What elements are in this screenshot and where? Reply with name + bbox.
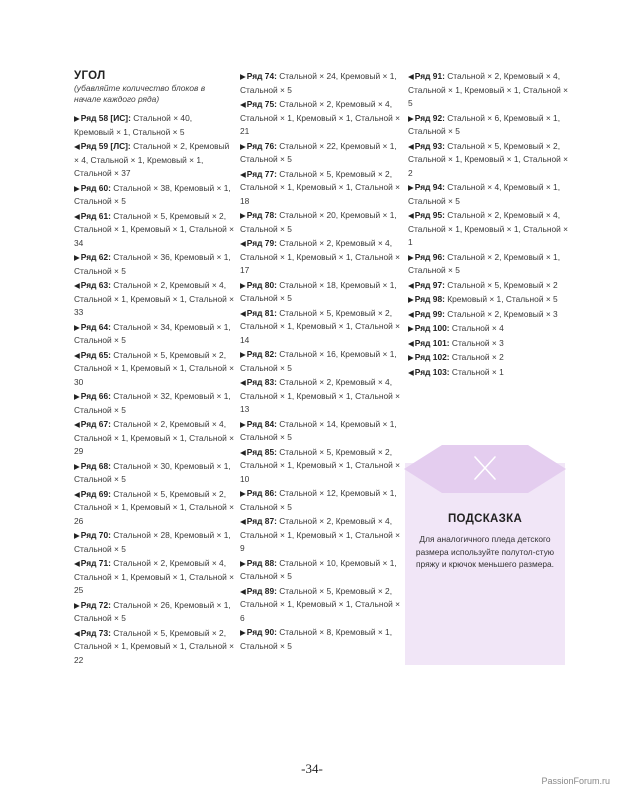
row-instruction bbox=[74, 627, 234, 668]
arrow-right-icon: ▶ bbox=[240, 558, 246, 568]
tip-box bbox=[405, 463, 565, 665]
row-instruction bbox=[74, 182, 234, 209]
row-text: Стальной × 5, Кремовый × 2, Стальной × 1, Кремовый × 1, Стальной × 22 bbox=[74, 627, 235, 665]
row-label: Ряд 100: bbox=[414, 323, 450, 333]
watermark: PassionForum.ru bbox=[541, 776, 610, 786]
row-text: Стальной × 5, Кремовый × 2, Стальной × 1, Кремовый × 1, Стальной × 10 bbox=[240, 446, 401, 484]
row-label: Ряд 71: bbox=[80, 558, 111, 568]
arrow-left-icon: ◀ bbox=[74, 559, 80, 568]
row-instruction bbox=[240, 140, 405, 167]
arrow-left-icon: ◀ bbox=[74, 281, 80, 290]
row-label: Ряд 94: bbox=[414, 182, 445, 192]
row-text: Стальной × 12, Кремовый × 1, Стальной × 5 bbox=[240, 488, 397, 512]
row-label: Ряд 96: bbox=[414, 251, 445, 262]
arrow-right-icon: ▶ bbox=[240, 141, 246, 151]
row-text: Стальной × 5, Кремовый × 2 bbox=[447, 279, 558, 290]
row-instruction bbox=[240, 279, 405, 306]
row-label: Ряд 79: bbox=[246, 238, 277, 248]
arrow-right-icon: ▶ bbox=[408, 183, 414, 192]
row-text: Стальной × 32, Кремовый × 1, Стальной × 5 bbox=[74, 391, 231, 415]
row-label: Ряд 68: bbox=[80, 460, 111, 471]
row-text: Стальной × 2, Кремовый × 4, Стальной × 1, Кремовый × 1, Стальной × 9 bbox=[240, 516, 401, 553]
arrow-left-icon: ◀ bbox=[408, 367, 414, 377]
arrow-left-icon: ◀ bbox=[240, 239, 246, 248]
row-text: Стальной × 22, Кремовый × 1, Стальной × 5 bbox=[240, 140, 397, 164]
row-text: Стальной × 8, Кремовый × 1, Стальной × 5 bbox=[240, 627, 393, 651]
row-label: Ряд 90: bbox=[246, 627, 277, 637]
row-text: Стальной × 38, Кремовый × 1, Стальной × 5 bbox=[74, 182, 231, 206]
row-instruction bbox=[408, 209, 573, 250]
row-label: Ряд 59 [ЛС]: bbox=[80, 141, 131, 151]
arrow-right-icon: ▶ bbox=[240, 350, 246, 359]
arrow-left-icon: ◀ bbox=[240, 308, 246, 318]
row-instruction bbox=[74, 488, 234, 529]
arrow-right-icon: ▶ bbox=[408, 324, 414, 333]
row-instruction bbox=[74, 321, 234, 348]
row-instruction bbox=[240, 70, 405, 97]
row-text: Стальной × 4, Кремовый × 1, Стальной × 5 bbox=[408, 182, 561, 206]
row-text: Стальной × 2, Кремовый × 4, Стальной × 1, Кремовый × 1, Стальной × 13 bbox=[240, 377, 401, 414]
row-label: Ряд 60: bbox=[80, 182, 111, 193]
row-text: Стальной × 40, Кремовый × 1, Стальной × 5 bbox=[74, 113, 193, 137]
row-label: Ряд 99: bbox=[414, 308, 445, 319]
row-instruction bbox=[408, 308, 573, 322]
row-label: Ряд 93: bbox=[414, 140, 445, 151]
arrow-right-icon: ▶ bbox=[74, 531, 80, 540]
arrow-right-icon: ▶ bbox=[240, 419, 246, 429]
row-label: Ряд 85: bbox=[246, 446, 277, 457]
arrow-right-icon: ▶ bbox=[74, 322, 80, 332]
section-subtitle: (убавляйте количество блоков в начале каждого ряда) bbox=[74, 83, 206, 104]
row-label: Ряд 65: bbox=[80, 349, 111, 360]
row-label: Ряд 102: bbox=[414, 352, 450, 362]
arrow-left-icon: ◀ bbox=[74, 420, 80, 429]
row-instruction bbox=[408, 140, 573, 181]
row-instruction bbox=[240, 557, 405, 584]
row-instruction bbox=[240, 515, 405, 556]
arrow-right-icon: ▶ bbox=[408, 295, 414, 304]
arrow-left-icon: ◀ bbox=[240, 100, 246, 109]
arrow-left-icon: ◀ bbox=[240, 378, 246, 387]
row-instruction bbox=[74, 279, 234, 320]
arrow-right-icon: ▶ bbox=[408, 353, 414, 362]
row-instruction bbox=[240, 348, 405, 375]
row-label: Ряд 103: bbox=[414, 366, 450, 377]
row-text: Стальной × 14, Кремовый × 1, Стальной × 5 bbox=[240, 418, 397, 442]
column-1 bbox=[74, 70, 234, 668]
row-instruction bbox=[408, 351, 573, 365]
row-instruction bbox=[408, 279, 573, 293]
row-label: Ряд 61: bbox=[80, 210, 111, 221]
row-instruction bbox=[408, 293, 573, 307]
row-instruction bbox=[240, 237, 405, 278]
row-text: Стальной × 2 bbox=[451, 352, 504, 362]
row-text: Стальной × 2, Кремовый × 4, Стальной × 1, Кремовый × 1, Стальной × 25 bbox=[74, 558, 235, 595]
row-text: Стальной × 5, Кремовый × 2, Стальной × 1, Кремовый × 1, Стальной × 18 bbox=[240, 168, 401, 206]
row-instruction bbox=[408, 337, 573, 351]
arrow-left-icon: ◀ bbox=[240, 586, 246, 596]
arrow-left-icon: ◀ bbox=[408, 338, 414, 348]
arrow-left-icon: ◀ bbox=[74, 628, 80, 638]
row-text: Стальной × 36, Кремовый × 1, Стальной × 5 bbox=[74, 252, 231, 276]
row-instruction bbox=[240, 168, 405, 209]
row-label: Ряд 77: bbox=[246, 168, 277, 179]
row-label: Ряд 73: bbox=[80, 627, 111, 638]
row-label: Ряд 88: bbox=[246, 557, 277, 568]
row-list bbox=[74, 112, 234, 667]
row-text: Стальной × 20, Кремовый × 1, Стальной × 5 bbox=[240, 210, 397, 234]
row-label: Ряд 80: bbox=[246, 279, 277, 290]
row-list bbox=[408, 70, 573, 379]
row-text: Стальной × 2, Кремовый × 4, Стальной × 1, Кремовый × 1, Стальной × 37 bbox=[74, 141, 230, 178]
row-instruction bbox=[74, 251, 234, 278]
arrow-right-icon: ▶ bbox=[408, 252, 414, 262]
row-instruction bbox=[408, 366, 573, 380]
row-instruction bbox=[408, 251, 573, 278]
row-label: Ряд 92: bbox=[414, 112, 445, 123]
row-text: Стальной × 5, Кремовый × 2, Стальной × 1, Кремовый × 1, Стальной × 26 bbox=[74, 488, 235, 526]
row-label: Ряд 82: bbox=[246, 349, 277, 359]
arrow-right-icon: ▶ bbox=[74, 183, 80, 193]
row-text: Стальной × 10, Кремовый × 1, Стальной × 5 bbox=[240, 557, 397, 581]
row-label: Ряд 95: bbox=[414, 210, 445, 220]
arrow-left-icon: ◀ bbox=[408, 141, 414, 151]
row-instruction bbox=[74, 140, 234, 181]
row-text: Стальной × 2, Кремовый × 4, Стальной × 1, Кремовый × 1, Стальной × 1 bbox=[408, 210, 569, 247]
arrow-left-icon: ◀ bbox=[74, 142, 80, 151]
arrow-right-icon: ▶ bbox=[74, 392, 80, 401]
row-instruction bbox=[74, 112, 234, 139]
row-instruction bbox=[240, 307, 405, 348]
row-label: Ряд 70: bbox=[80, 530, 111, 540]
arrow-right-icon: ▶ bbox=[74, 253, 80, 262]
row-instruction bbox=[240, 626, 405, 653]
arrow-left-icon: ◀ bbox=[74, 211, 80, 221]
row-text: Стальной × 5, Кремовый × 2, Стальной × 1, Кремовый × 1, Стальной × 6 bbox=[240, 585, 401, 623]
row-text: Стальной × 2, Кремовый × 4, Стальной × 1, Кремовый × 1, Стальной × 17 bbox=[240, 238, 401, 275]
tip-title: ПОДСКАЗКА bbox=[447, 513, 523, 525]
row-label: Ряд 66: bbox=[80, 391, 111, 401]
row-text: Стальной × 2, Кремовый × 4, Стальной × 1, Кремовый × 1, Стальной × 5 bbox=[408, 71, 569, 108]
row-label: Ряд 74: bbox=[246, 71, 277, 81]
row-label: Ряд 101: bbox=[414, 337, 450, 348]
row-instruction bbox=[240, 376, 405, 417]
row-instruction bbox=[408, 112, 573, 139]
row-text: Стальной × 5, Кремовый × 2, Стальной × 1, Кремовый × 1, Стальной × 34 bbox=[74, 210, 235, 248]
row-instruction bbox=[74, 599, 234, 626]
arrow-right-icon: ▶ bbox=[240, 280, 246, 290]
row-instruction bbox=[74, 460, 234, 487]
row-list bbox=[240, 70, 405, 653]
row-label: Ряд 72: bbox=[80, 599, 111, 610]
tip-header-decoration bbox=[404, 445, 566, 495]
row-instruction bbox=[240, 585, 405, 626]
row-instruction bbox=[240, 487, 405, 514]
row-text: Стальной × 5, Кремовый × 2, Стальной × 1, Кремовый × 1, Стальной × 2 bbox=[408, 140, 569, 178]
row-text: Стальной × 26, Кремовый × 1, Стальной × 5 bbox=[74, 599, 231, 623]
row-instruction bbox=[74, 349, 234, 390]
page-number: -34- bbox=[301, 761, 323, 776]
row-instruction bbox=[240, 418, 405, 445]
row-label: Ряд 62: bbox=[80, 252, 111, 262]
row-instruction bbox=[74, 210, 234, 251]
row-text: Стальной × 16, Кремовый × 1, Стальной × 5 bbox=[240, 349, 397, 373]
row-text: Стальной × 2, Кремовый × 1, Стальной × 5 bbox=[408, 251, 561, 275]
row-text: Кремовый × 1, Стальной × 5 bbox=[447, 294, 558, 304]
arrow-left-icon: ◀ bbox=[240, 517, 246, 526]
row-text: Стальной × 6, Кремовый × 1, Стальной × 5 bbox=[408, 112, 561, 136]
row-label: Ряд 63: bbox=[80, 280, 111, 290]
row-label: Ряд 98: bbox=[414, 294, 445, 304]
arrow-left-icon: ◀ bbox=[408, 280, 414, 290]
row-text: Стальной × 2, Кремовый × 4, Стальной × 1, Кремовый × 1, Стальной × 33 bbox=[74, 280, 235, 317]
column-2 bbox=[240, 70, 405, 654]
arrow-right-icon: ▶ bbox=[240, 628, 246, 637]
arrow-left-icon: ◀ bbox=[240, 169, 246, 179]
row-label: Ряд 83: bbox=[246, 377, 277, 387]
row-label: Ряд 64: bbox=[80, 321, 111, 332]
row-text: Стальной × 2, Кремовый × 3 bbox=[447, 308, 558, 319]
row-label: Ряд 84: bbox=[246, 418, 277, 429]
row-instruction bbox=[74, 418, 234, 459]
arrow-right-icon: ▶ bbox=[240, 211, 246, 220]
row-instruction bbox=[74, 529, 234, 556]
row-text: Стальной × 3 bbox=[451, 337, 504, 348]
row-label: Ряд 69: bbox=[80, 488, 111, 499]
row-label: Ряд 97: bbox=[414, 279, 445, 290]
row-label: Ряд 67: bbox=[80, 419, 111, 429]
row-text: Стальной × 18, Кремовый × 1, Стальной × 5 bbox=[240, 279, 397, 303]
row-instruction bbox=[408, 70, 573, 111]
row-text: Стальной × 34, Кремовый × 1, Стальной × 5 bbox=[74, 321, 231, 345]
row-label: Ряд 76: bbox=[246, 140, 277, 151]
row-text: Стальной × 28, Кремовый × 1, Стальной × 5 bbox=[74, 530, 231, 554]
arrow-right-icon: ▶ bbox=[74, 114, 80, 123]
row-text: Стальной × 30, Кремовый × 1, Стальной × 5 bbox=[74, 460, 231, 484]
arrow-left-icon: ◀ bbox=[408, 211, 414, 220]
row-text: Стальной × 1 bbox=[451, 366, 504, 377]
row-label: Ряд 78: bbox=[246, 210, 277, 220]
row-instruction bbox=[408, 181, 573, 208]
row-text: Стальной × 2, Кремовый × 4, Стальной × 1, Кремовый × 1, Стальной × 21 bbox=[240, 99, 401, 136]
arrow-left-icon: ◀ bbox=[408, 72, 414, 81]
row-text: Стальной × 5, Кремовый × 2, Стальной × 1, Кремовый × 1, Стальной × 30 bbox=[74, 349, 235, 387]
row-text: Стальной × 5, Кремовый × 2, Стальной × 1, Кремовый × 1, Стальной × 14 bbox=[240, 307, 401, 345]
row-text: Стальной × 4 bbox=[451, 323, 504, 333]
column-3 bbox=[408, 70, 573, 380]
arrow-left-icon: ◀ bbox=[74, 350, 80, 360]
arrow-left-icon: ◀ bbox=[240, 447, 246, 457]
row-text: Стальной × 2, Кремовый × 4, Стальной × 1, Кремовый × 1, Стальной × 29 bbox=[74, 419, 235, 456]
row-instruction bbox=[240, 98, 405, 139]
row-label: Ряд 58 [ИС]: bbox=[80, 113, 131, 123]
row-label: Ряд 89: bbox=[246, 585, 277, 596]
tip-text: Для аналогичного пледа детского размера используйте полутол-стую пряжу и крючок меньшего размера. bbox=[415, 534, 555, 570]
row-text: Стальной × 24, Кремовый × 1, Стальной × 5 bbox=[240, 71, 397, 95]
arrow-right-icon: ▶ bbox=[240, 72, 246, 81]
row-label: Ряд 91: bbox=[414, 71, 445, 81]
row-label: Ряд 75: bbox=[246, 99, 277, 109]
row-label: Ряд 86: bbox=[246, 488, 277, 498]
row-label: Ряд 87: bbox=[246, 516, 277, 526]
arrow-left-icon: ◀ bbox=[74, 489, 80, 499]
arrow-right-icon: ▶ bbox=[74, 600, 80, 610]
row-instruction bbox=[74, 557, 234, 598]
row-instruction bbox=[240, 209, 405, 236]
row-instruction bbox=[408, 322, 573, 336]
arrow-left-icon: ◀ bbox=[408, 309, 414, 319]
section-title: УГОЛ bbox=[74, 70, 106, 82]
arrow-right-icon: ▶ bbox=[240, 489, 246, 498]
arrow-right-icon: ▶ bbox=[74, 461, 80, 471]
row-label: Ряд 81: bbox=[246, 307, 277, 318]
row-instruction bbox=[240, 446, 405, 487]
row-instruction bbox=[74, 390, 234, 417]
arrow-right-icon: ▶ bbox=[408, 113, 414, 123]
